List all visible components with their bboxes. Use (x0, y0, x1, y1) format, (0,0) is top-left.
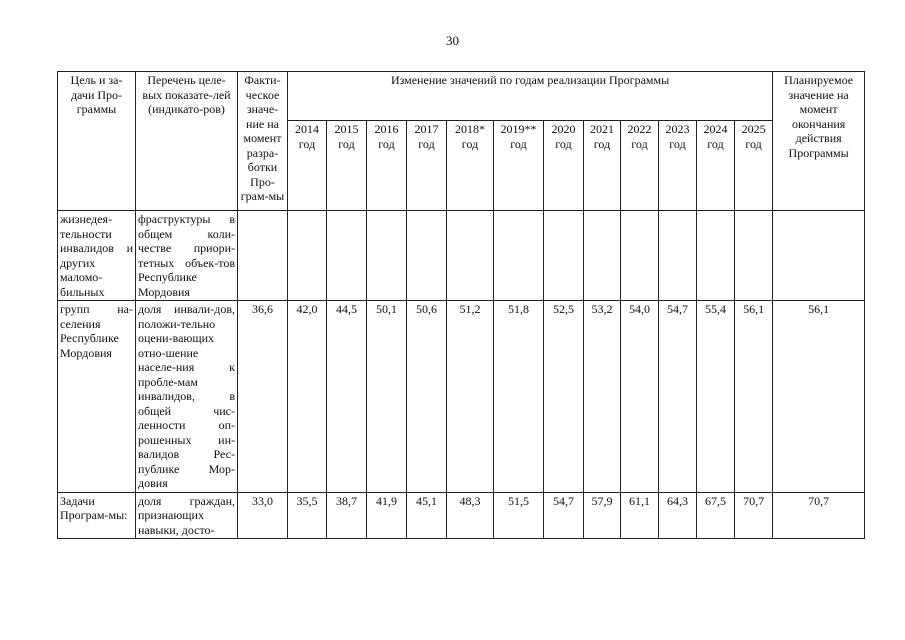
year-number: 2019** (500, 122, 537, 137)
year-word: год (418, 136, 435, 151)
year-value-cell: 56,1 (735, 301, 773, 493)
year-value-cell: 42,0 (288, 301, 327, 493)
header-year (659, 121, 697, 211)
header-year (327, 121, 367, 211)
year-value-cell (407, 211, 447, 301)
year-word: год (298, 136, 316, 151)
year-value-cell (697, 211, 735, 301)
year-value-cell: 35,5 (288, 492, 327, 539)
year-value-cell (288, 211, 327, 301)
year-word: год (461, 136, 479, 151)
planned-value-cell: 70,7 (773, 492, 865, 539)
header-year (494, 121, 544, 211)
year-value-cell: 64,3 (659, 492, 697, 539)
year-value-cell: 50,1 (367, 301, 407, 493)
year-value-cell (735, 211, 773, 301)
year-value-cell: 50,6 (407, 301, 447, 493)
year-word: год (631, 136, 648, 151)
year-number: 2022 (627, 122, 652, 137)
year-value-cell: 38,7 (327, 492, 367, 539)
header-year (407, 121, 447, 211)
year-value-cell (367, 211, 407, 301)
year-value-cell: 45,1 (407, 492, 447, 539)
year-word: год (510, 136, 527, 151)
table-row (58, 211, 865, 301)
year-value-cell (621, 211, 659, 301)
year-value-cell: 41,9 (367, 492, 407, 539)
year-value-cell: 51,5 (494, 492, 544, 539)
indicator-cell: доля граждан, признающих навыки, досто- (136, 492, 238, 539)
year-number: 2023 (665, 122, 690, 137)
actual-value-cell (238, 211, 288, 301)
header-row-1 (58, 72, 865, 121)
year-value-cell: 55,4 (697, 301, 735, 493)
year-value-cell: 53,2 (584, 301, 621, 493)
header-planned: Планируемое значение на момент окончания действия Программы (773, 72, 865, 211)
year-value-cell (544, 211, 584, 301)
year-number: 2020 (551, 122, 576, 137)
header-indicators: Перечень целе-вых показате-лей (индикато-ров) (136, 72, 238, 211)
header-year (735, 121, 773, 211)
table-row (58, 301, 865, 493)
year-word: год (555, 136, 572, 151)
year-value-cell: 52,5 (544, 301, 584, 493)
program-indicators-table (57, 71, 865, 539)
page-number: 30 (446, 33, 459, 48)
header-year (584, 121, 621, 211)
year-value-cell: 54,7 (659, 301, 697, 493)
goal-cell: жизнедея-тельности инвалидов и других маломо-бильных (58, 211, 136, 301)
year-number: 2018* (455, 122, 485, 137)
year-word: год (707, 136, 724, 151)
header-year (447, 121, 494, 211)
year-word: год (338, 136, 355, 151)
year-number: 2021 (590, 122, 614, 137)
year-value-cell: 57,9 (584, 492, 621, 539)
year-value-cell (494, 211, 544, 301)
year-value-cell: 44,5 (327, 301, 367, 493)
year-number: 2014 (295, 122, 319, 137)
year-value-cell: 61,1 (621, 492, 659, 539)
year-number: 2016 (374, 122, 399, 137)
header-actual: Факти-ческое значе-ние на момент разра-ботки Про-грам-мы (238, 72, 288, 211)
indicator-cell: фраструктуры в общем коли-честве приори-тетных объек-тов Республике Мордовия (136, 211, 238, 301)
table-row (58, 492, 865, 539)
goal-cell: Задачи Програм-мы: (58, 492, 136, 539)
indicator-cell: доля инвали-дов, положи-тельно оцени-вающих отно-шение населе-ния к пробле-мам инвалидов, в общей чис-ленности оп-рошенных ин-валидов Рес-публике Мор-довия (136, 301, 238, 493)
planned-value-cell (773, 211, 865, 301)
year-value-cell: 54,0 (621, 301, 659, 493)
year-number: 2015 (334, 122, 359, 137)
year-word: год (378, 136, 395, 151)
year-value-cell (327, 211, 367, 301)
goal-cell: групп на-селения Республике Мордовия (58, 301, 136, 493)
header-year (367, 121, 407, 211)
year-word: год (745, 136, 762, 151)
header-goal: Цель и за-дачи Про-граммы (58, 72, 136, 211)
year-number: 2017 (414, 122, 439, 137)
header-year (544, 121, 584, 211)
year-number: 2025 (741, 122, 766, 137)
header-year (288, 121, 327, 211)
year-value-cell (659, 211, 697, 301)
year-value-cell: 51,2 (447, 301, 494, 493)
year-value-cell (447, 211, 494, 301)
year-value-cell: 67,5 (697, 492, 735, 539)
year-value-cell: 51,8 (494, 301, 544, 493)
year-value-cell: 70,7 (735, 492, 773, 539)
header-year (621, 121, 659, 211)
year-value-cell (584, 211, 621, 301)
header-change: Изменение значений по годам реализации Программы (288, 72, 773, 121)
planned-value-cell: 56,1 (773, 301, 865, 493)
actual-value-cell: 33,0 (238, 492, 288, 539)
year-value-cell: 48,3 (447, 492, 494, 539)
year-word: год (593, 136, 611, 151)
header-year (697, 121, 735, 211)
actual-value-cell: 36,6 (238, 301, 288, 493)
year-word: год (669, 136, 686, 151)
year-number: 2024 (703, 122, 728, 137)
year-value-cell: 54,7 (544, 492, 584, 539)
